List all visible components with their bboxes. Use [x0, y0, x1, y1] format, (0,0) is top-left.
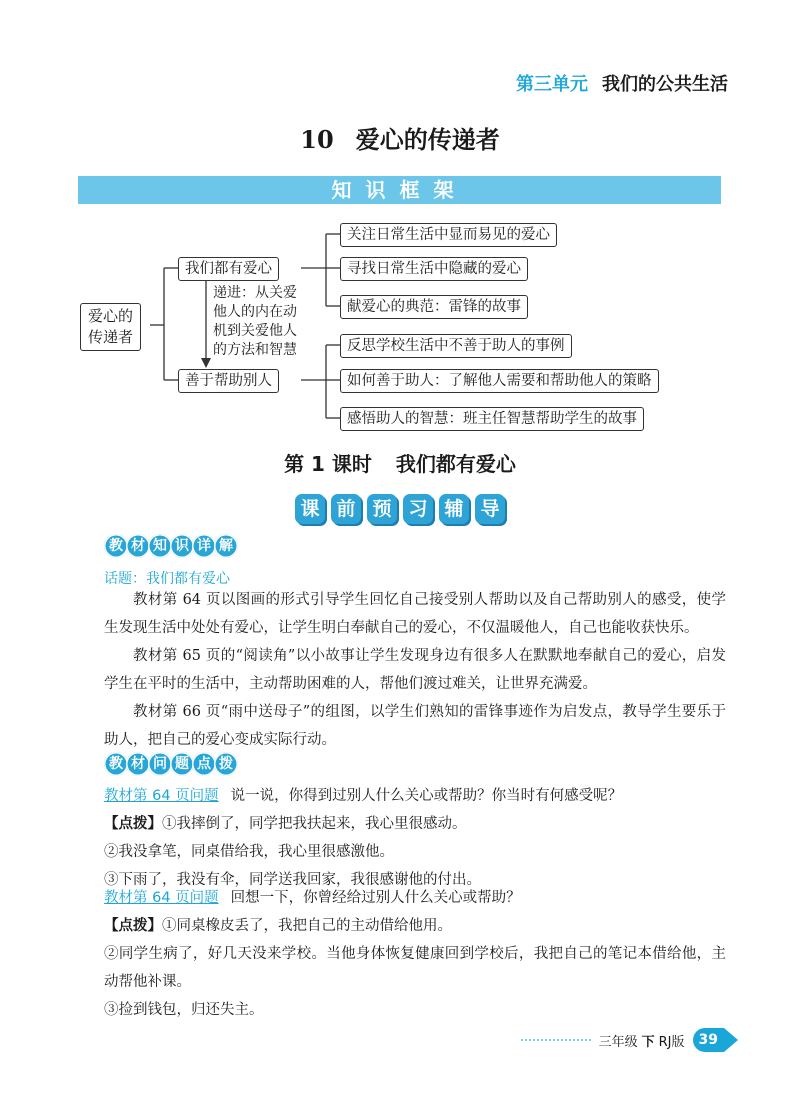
tag-char: 教: [104, 534, 128, 558]
question-text: 回想一下，你曾经给过别人什么关心或帮助？: [230, 890, 521, 906]
paragraph: 教材第 64 页以图画的形式引导学生回忆自己接受别人帮助以及自己帮助别人的感受，使学生发现生活中处处有爱心，让学生明白奉献自己的爱心，不仅温暖他人，自己也能收获快乐。: [104, 592, 726, 636]
framework-leaf: 如何善于助人：了解他人需要和帮助他人的策略: [340, 369, 659, 393]
question-ref: 教材第 64 页问题: [104, 788, 219, 804]
framework-leaf: 献爱心的典范：雷锋的故事: [340, 295, 528, 319]
answer-line: ③捡到钱包，归还失主。: [104, 1002, 264, 1018]
page-arrow-icon: [724, 1028, 738, 1052]
tag-char: 详: [192, 534, 216, 558]
tag-char: 点: [192, 752, 216, 776]
section-tag-knowledge: [104, 534, 236, 560]
banner-char: 课: [295, 494, 325, 524]
answer-text: ①同桌橡皮丢了，我把自己的主动借给他用。: [162, 918, 452, 934]
tag-char: 材: [126, 752, 150, 776]
footer-grade: 三年级: [598, 1034, 638, 1050]
page-number: 39: [693, 1028, 724, 1052]
paragraph: 教材第 65 页的“阅读角”以小故事让学生发现身边有很多人在默默地奉献自己的爱心，启发学生在平时的生活中，主动帮助困难的人，帮他们渡过难关，让世界充满爱。: [104, 648, 726, 692]
banner-char: 预: [367, 494, 397, 524]
footer-dots: [521, 1039, 591, 1041]
question-ref: 教材第 64 页问题: [104, 890, 219, 906]
answer-line: [104, 810, 726, 838]
answer-line: ②同学生病了，好几天没来学校。当他身体恢复健康回到学校后，我把自己的笔记本借给他，主动帮他补课。: [104, 946, 726, 990]
answer-line: [104, 912, 726, 940]
answer-line: ③下雨了，我没有伞，同学送我回家，我很感谢他的付出。: [104, 872, 481, 888]
hint-label: 【点拨】: [104, 815, 162, 832]
hint-label: 【点拨】: [104, 917, 162, 934]
tag-char: 识: [170, 534, 194, 558]
banner-char: 习: [403, 494, 433, 524]
section-tag-questions: [104, 752, 236, 778]
unit-title: 我们的公共生活: [602, 74, 728, 95]
tag-char: 拨: [214, 752, 238, 776]
tag-char: 解: [214, 534, 238, 558]
tag-char: 题: [170, 752, 194, 776]
framework-root: 爱心的 传递者: [80, 303, 141, 351]
framework-leaf: 关注日常生活中显而易见的爱心: [340, 223, 557, 247]
section-banner: [0, 494, 800, 524]
unit-label: 第三单元: [516, 74, 588, 95]
page-footer: [521, 1026, 738, 1054]
question-1: [104, 782, 726, 810]
framework-heading: 知识框架: [78, 176, 721, 204]
lesson-number: 第 1 课时: [284, 452, 372, 476]
lesson-title: 我们都有爱心: [395, 452, 516, 476]
framework-branch-2: 善于帮助别人: [178, 369, 279, 393]
lesson-heading: [0, 448, 800, 477]
question-2: [104, 884, 726, 912]
framework-leaf: 寻找日常生活中隐藏的爱心: [340, 257, 528, 281]
framework-branch-1: 我们都有爱心: [178, 257, 279, 281]
chapter-number: 10: [300, 125, 334, 154]
answer-text: ①我摔倒了，同学把我扶起来，我心里很感动。: [162, 816, 467, 832]
footer-edition: RJ版: [658, 1034, 685, 1050]
banner-char: 前: [331, 494, 361, 524]
footer-term: 下: [641, 1034, 655, 1050]
tag-char: 问: [148, 752, 172, 776]
answer-line: ②我没拿笔，同桌借给我，我心里很感激他。: [104, 844, 394, 860]
framework-progression-note: 递进：从关爱 他人的内在动 机到关爱他人 的方法和智慧: [213, 285, 297, 358]
banner-char: 导: [475, 494, 505, 524]
tag-char: 知: [148, 534, 172, 558]
framework-leaf: 反思学校生活中不善于助人的事例: [340, 334, 572, 358]
paragraph: 教材第 66 页“雨中送母子”的组图，以学生们熟知的雷锋事迹作为启发点，教导学生要乐于助人，把自己的爱心变成实际行动。: [104, 704, 726, 748]
framework-leaf: 感悟助人的智慧：班主任智慧帮助学生的故事: [340, 407, 644, 431]
banner-char: 辅: [439, 494, 469, 524]
chapter-title: 爱心的传递者: [355, 126, 500, 154]
tag-char: 教: [104, 752, 128, 776]
tag-char: 材: [126, 534, 150, 558]
question-text: 说一说，你得到过别人什么关心或帮助？你当时有何感受呢？: [230, 788, 623, 804]
topic-label: 话题：我们都有爱心: [104, 571, 230, 587]
